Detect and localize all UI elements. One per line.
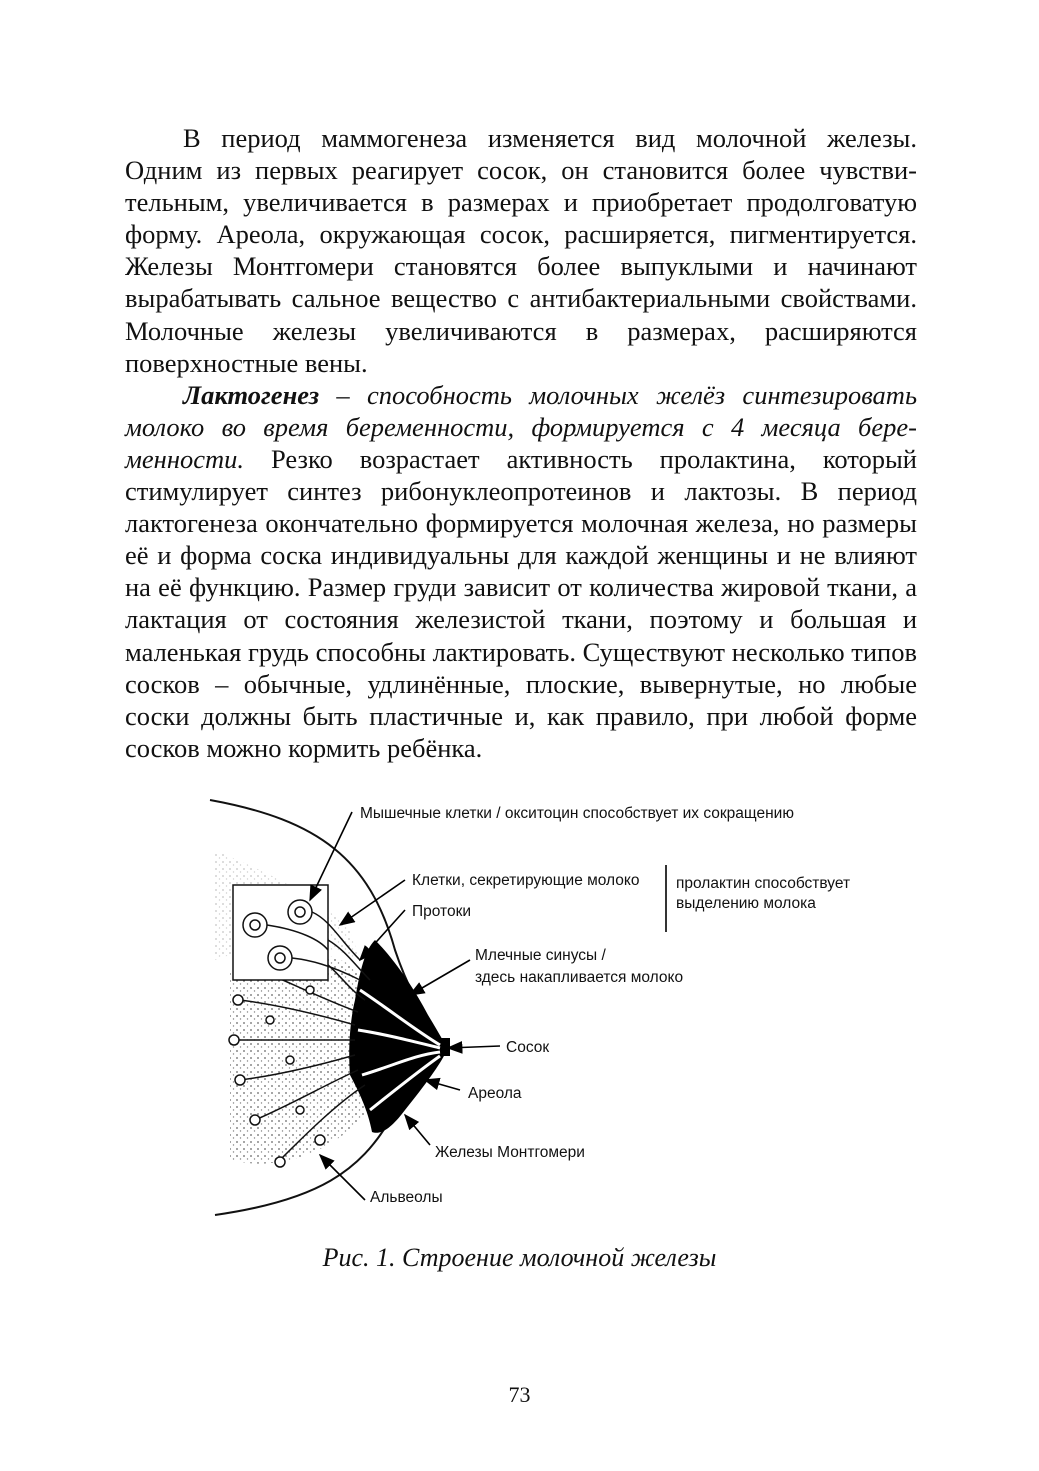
label-montgomery: Железы Монтгомери [435,1144,585,1161]
label-sinuses-1: Млечные синусы / [475,947,606,964]
label-secreting-cells: Клетки, секретирующие молоко [412,872,640,889]
page-number: 73 [508,1382,531,1407]
paragraph-mammogenesis: В период маммогенеза изменяется вид молочной железы. Одним из первых реагирует сосок, он становится более чувствительным, увеличивается в размерах и приобретает продолговатую форму. Ареола, окружающая сосок, расширяется, пигментируется. Железы Монтгомери становятся более выпуклыми и начинают вырабатывать сальное вещество с антибактериальными свойствами. Молочные железы увеличиваются в размерах, расширяются поверхностные вены. [125,123,917,378]
body-text [125,122,917,764]
label-sinuses-2: здесь накапливается молоко [475,969,684,986]
breast-structure-figure [200,790,880,1230]
breast-diagram [200,790,880,1230]
figure-caption: Рис. 1. Строение молочной железы [322,1243,717,1272]
term-definition: – способность молочных желёз синтезировать молоко во время беременности, формируется с 4 месяца беременности. [125,379,917,474]
label-prolactin-1: пролактин способствует [676,875,851,892]
paragraph-lactogenesis [125,379,917,764]
label-muscle-cells: Мышечные клетки / окситоцин способствует их сокращению [360,805,794,822]
label-nipple: Сосок [506,1039,550,1056]
label-areola: Ареола [468,1085,522,1102]
label-ducts: Протоки [412,903,472,920]
paragraph-body: Резко возрастает активность пролактина, который стимулирует синтез рибонуклеопротеинов и лактозы. В период лактогенеза окончательно формируется молочная железа, но размеры её и форма соска индивидуальны для каждой женщины и не влияют на её функцию. Размер груди зависит от количества жировой ткани, а лактация от состояния железистой ткани, поэтому и большая и маленькая грудь способны лактировать. Существуют несколько типов сосков – обычные, удлинённые, плоские, вывернутые, но любые соски должны быть пластичные и, как правило, при любой форме сосков можно кормить ребёнка. [125,443,917,763]
label-alveoli: Альвеолы [370,1189,443,1206]
label-prolactin-2: выделению молока [676,895,816,912]
term-lactogenesis: Лактогенез [183,379,320,410]
